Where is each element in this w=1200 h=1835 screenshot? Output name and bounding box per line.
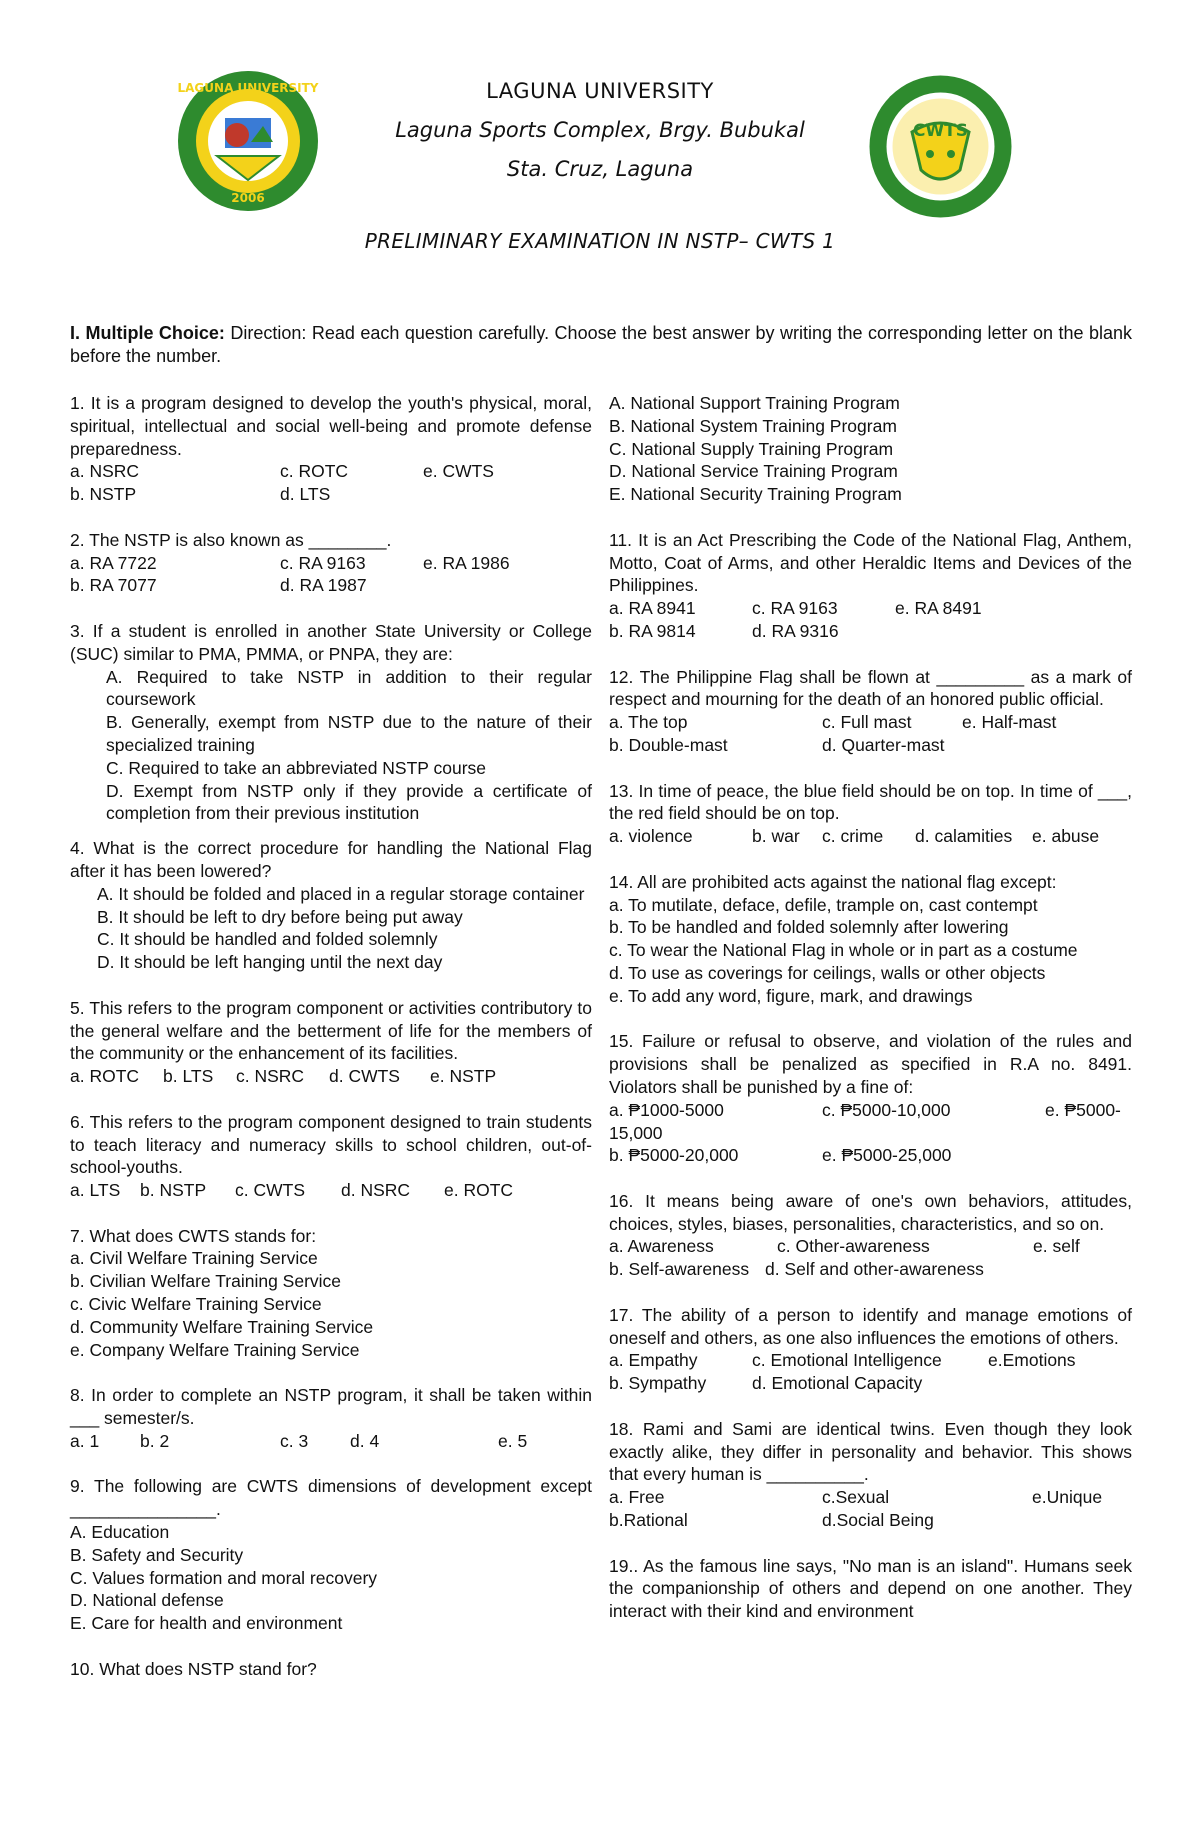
choice-b: b. LTS	[163, 1066, 214, 1087]
choice-b: b. NSTP	[140, 1180, 207, 1201]
choice-e: e. RA 8491	[895, 598, 982, 619]
question-stem: 19.. As the famous line says, "No man is an island". Humans seek the companionship of others and depend on one another. They interact with their kind and environment	[609, 1555, 1132, 1622]
choice-D: D. National defense	[70, 1590, 224, 1611]
choice-e: e. ₱5000-	[1045, 1099, 1121, 1120]
choice-B: B. It should be left to dry before being put away	[97, 906, 463, 927]
question-stem: 16. It means being aware of one's own behaviors, attitudes, choices, styles, biases, personalities, characteristics, and so on.	[609, 1190, 1132, 1234]
question-5	[70, 997, 592, 1088]
question-19	[609, 1555, 1132, 1623]
choice-b: b.Rational	[609, 1510, 688, 1531]
section-label: I. Multiple Choice:	[70, 323, 225, 343]
question-stem: 5. This refers to the program component or activities contributory to the general welfare and the betterment of life for the members of the community or the enhancement of its facilities.	[70, 997, 592, 1064]
choice-e: e.Emotions	[988, 1350, 1076, 1371]
choice-b: b. 2	[140, 1430, 170, 1451]
choice-e: e. RA 1986	[423, 552, 510, 573]
directions	[70, 322, 1132, 368]
choice-d: d. Community Welfare Training Service	[70, 1316, 374, 1337]
choice-b: b. Double-mast	[609, 734, 728, 755]
choice-e: e. To add any word, figure, mark, and drawings	[609, 985, 973, 1006]
question-9	[70, 1475, 592, 1635]
choice-a: a. RA 7722	[70, 552, 157, 573]
choice-c: c. Other-awareness	[777, 1236, 930, 1257]
right-logo-text: CWTS	[912, 121, 969, 141]
question-13	[609, 780, 1132, 848]
cwts-logo	[868, 74, 1013, 219]
choice-a: a. RA 8941	[609, 598, 696, 619]
direction-text: Direction: Read each question carefully. Choose the best answer by writing the corresponding letter on the blank before the number.	[70, 323, 1132, 366]
choice-a: a. Awareness	[609, 1236, 714, 1257]
choice-d: d. Emotional Capacity	[752, 1373, 923, 1394]
choice-b: b. NSTP	[70, 484, 137, 505]
choice-d: d. calamities	[915, 826, 1013, 847]
choice-d: d. 4	[350, 1430, 380, 1451]
choice-a: a. Civil Welfare Training Service	[70, 1248, 318, 1269]
choice-b: b. RA 7077	[70, 575, 157, 596]
choice-b: b. Self-awareness	[609, 1259, 750, 1280]
address-line-1: Laguna Sports Complex, Brgy. Bubukal	[395, 118, 805, 142]
choice-B: B. National System Training Program	[609, 415, 897, 436]
choice-c: c. Civic Welfare Training Service	[70, 1294, 322, 1315]
question-stem: 8. In order to complete an NSTP program, it shall be taken within ___ semester/s.	[70, 1385, 592, 1429]
question-10-choices	[609, 392, 1132, 506]
choice-a: a. Empathy	[609, 1350, 698, 1371]
question-stem: 1. It is a program designed to develop the youth's physical, moral, spiritual, intellectual and social well-being and promote defense preparedness.	[70, 393, 592, 459]
choice-B: B. Generally, exempt from NSTP due to the nature of their specialized training	[106, 712, 592, 755]
choice-e: e. Company Welfare Training Service	[70, 1339, 360, 1360]
right-column	[609, 392, 1132, 1623]
choice-c: c. Full mast	[822, 712, 912, 733]
choice-e: e. NSTP	[430, 1066, 497, 1087]
choice-A: A. Required to take NSTP in addition to their regular coursework	[106, 666, 592, 710]
exam-title: PRELIMINARY EXAMINATION IN NSTP– CWTS 1	[364, 229, 836, 253]
left-logo-year: 2006	[231, 191, 265, 205]
choice-c: c. To wear the National Flag in whole or in part as a costume	[609, 940, 1078, 961]
choice-b: b. Sympathy	[609, 1373, 707, 1394]
choice-d: d. Self and other-awareness	[765, 1259, 984, 1280]
left-column	[70, 392, 592, 1681]
choice-e: e.Unique	[1032, 1487, 1103, 1508]
choice-C: C. Required to take an abbreviated NSTP course	[106, 757, 487, 778]
choice-c: c. ₱5000-10,000	[822, 1099, 951, 1120]
question-stem: 4. What is the correct procedure for handling the National Flag after it has been lowered?	[70, 838, 592, 881]
question-1	[70, 392, 592, 506]
question-11	[609, 529, 1132, 643]
header	[0, 72, 1200, 189]
choice-e: e. 5	[498, 1430, 528, 1451]
choice-d: d.Social Being	[822, 1510, 934, 1531]
choice-E: E. National Security Training Program	[609, 484, 902, 505]
question-stem: 2. The NSTP is also known as ________.	[70, 529, 392, 550]
choice-c: c. CWTS	[235, 1180, 305, 1201]
choice-A: A. National Support Training Program	[609, 393, 900, 413]
choice-d: d. CWTS	[329, 1066, 400, 1087]
choice-e-continued: 15,000	[609, 1122, 663, 1143]
choice-e: e. Half-mast	[962, 712, 1057, 733]
choice-b: b. ₱5000-20,000	[609, 1145, 739, 1166]
question-stem: 14. All are prohibited acts against the national flag except:	[609, 871, 1057, 892]
choice-d: d. RA 9316	[752, 620, 839, 641]
choice-d: d. To use as coverings for ceilings, walls or other objects	[609, 962, 1046, 983]
choice-a: a. ₱1000-5000	[609, 1099, 724, 1120]
choice-e: e. self	[1033, 1236, 1080, 1257]
question-stem: 12. The Philippine Flag shall be flown at _________ as a mark of respect and mourning for the death of an honored public official.	[609, 666, 1132, 710]
question-2	[70, 529, 592, 597]
choice-D: D. It should be left hanging until the next day	[97, 952, 443, 973]
choice-a: a. violence	[609, 826, 693, 847]
choice-c: c. RA 9163	[280, 552, 366, 573]
choice-c: c. crime	[822, 826, 884, 847]
question-7	[70, 1225, 592, 1362]
question-stem: 6. This refers to the program component designed to train students to teach literacy and numeracy skills to school children, out-of-school-youths.	[70, 1111, 592, 1178]
choice-a: a. ROTC	[70, 1066, 140, 1087]
choice-c: c. ROTC	[280, 461, 349, 482]
choice-d: d. RA 1987	[280, 575, 367, 596]
choice-b: b. war	[752, 826, 800, 847]
choice-D: D. National Service Training Program	[609, 461, 898, 482]
choice-e: e. CWTS	[423, 461, 494, 482]
choice-a: a. 1	[70, 1430, 100, 1451]
choice-c: c. RA 9163	[752, 598, 838, 619]
question-stem: 15. Failure or refusal to observe, and violation of the rules and provisions shall be penalized as specified in R.A no. 8491. Violators shall be punished by a fine of:	[609, 1031, 1132, 1097]
choice-c: c. NSRC	[236, 1066, 305, 1087]
choice-d: d. Quarter-mast	[822, 734, 945, 755]
choice-C: C. It should be handled and folded solemnly	[97, 929, 438, 950]
choice-a: a. LTS	[70, 1180, 121, 1201]
choice-e: e. abuse	[1032, 826, 1100, 847]
question-4	[70, 837, 592, 974]
choice-a: a. Free	[609, 1487, 665, 1508]
question-3	[70, 620, 592, 825]
question-stem: 10. What does NSTP stand for?	[70, 1658, 317, 1679]
question-18	[609, 1418, 1132, 1532]
choice-e: e. ROTC	[444, 1180, 514, 1201]
question-stem: 17. The ability of a person to identify and manage emotions of oneself and others, as one also influences the emotions of others.	[609, 1304, 1132, 1348]
choice-E: E. Care for health and environment	[70, 1613, 343, 1634]
choice-d: e. ₱5000-25,000	[822, 1145, 952, 1166]
choice-a: a. NSRC	[70, 461, 140, 482]
question-8	[70, 1384, 592, 1452]
choice-b: b. RA 9814	[609, 620, 696, 641]
choice-A: A. Education	[70, 1522, 170, 1543]
choice-a: a. To mutilate, deface, defile, trample on, cast contempt	[609, 894, 1038, 915]
question-6	[70, 1111, 592, 1202]
choice-B: B. Safety and Security	[70, 1544, 244, 1565]
question-stem: 13. In time of peace, the blue field should be on top. In time of ___, the red field should be on top.	[609, 780, 1132, 824]
choice-c: c. 3	[280, 1430, 309, 1451]
question-16	[609, 1190, 1132, 1281]
question-stem: 11. It is an Act Prescribing the Code of the National Flag, Anthem, Motto, Coat of Arms, and other Heraldic Items and Devices of the Philippines.	[609, 529, 1132, 596]
choice-c: c. Emotional Intelligence	[752, 1350, 942, 1371]
question-17	[609, 1304, 1132, 1395]
question-14	[609, 871, 1132, 1008]
choice-b: b. Civilian Welfare Training Service	[70, 1271, 342, 1292]
choice-A: A. It should be folded and placed in a regular storage container	[97, 883, 585, 904]
choice-D: D. Exempt from NSTP only if they provide a certificate of completion from their previous institution	[106, 780, 592, 824]
question-15	[609, 1030, 1132, 1167]
choice-b: b. To be handled and folded solemnly after lowering	[609, 917, 1009, 938]
question-12	[609, 666, 1132, 757]
question-stem: 3. If a student is enrolled in another State University or College (SUC) similar to PMA, PMMA, or PNPA, they are:	[70, 620, 592, 664]
question-stem: 18. Rami and Sami are identical twins. Even though they look exactly alike, they differ in personality and behavior. This shows that every human is __________.	[609, 1418, 1132, 1485]
choice-d: d. LTS	[280, 484, 331, 505]
left-logo-text: LAGUNA UNIVERSITY	[177, 81, 319, 95]
choice-a: a. The top	[609, 712, 688, 733]
university-name: LAGUNA UNIVERSITY	[486, 79, 714, 103]
choice-C: C. Values formation and moral recovery	[70, 1567, 378, 1588]
choice-d: d. NSRC	[341, 1180, 411, 1201]
question-10	[70, 1658, 592, 1681]
address-line-2: Sta. Cruz, Laguna	[506, 157, 694, 181]
question-stem: 9. The following are CWTS dimensions of development except _______________.	[70, 1476, 592, 1520]
choice-c: c.Sexual	[822, 1487, 890, 1508]
question-stem: 7. What does CWTS stands for:	[70, 1225, 317, 1246]
choice-C: C. National Supply Training Program	[609, 438, 894, 459]
